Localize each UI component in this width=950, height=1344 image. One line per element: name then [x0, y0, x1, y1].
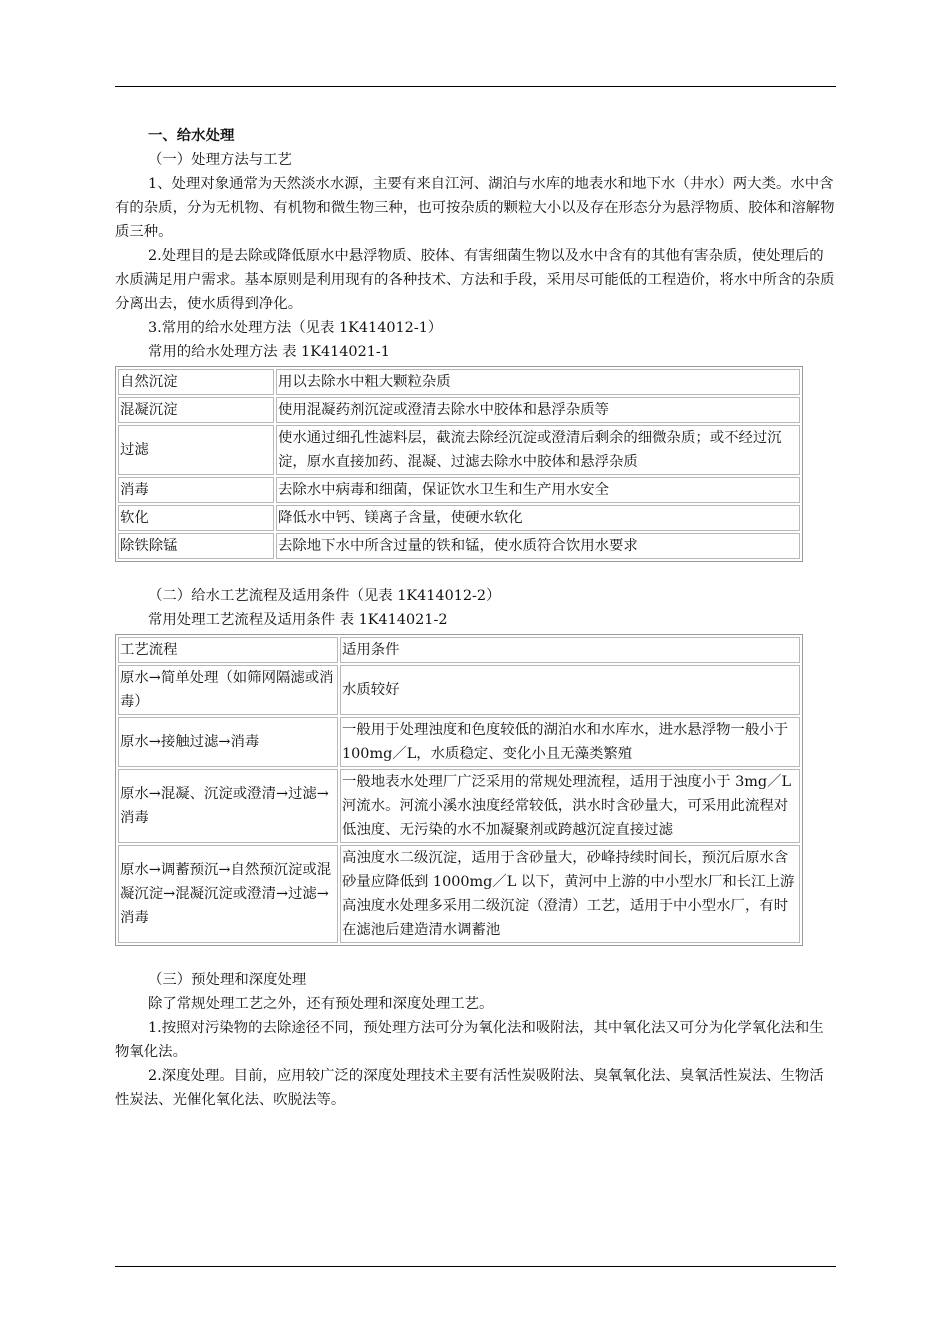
subsection-heading-3: （三）预处理和深度处理: [148, 972, 307, 988]
paragraph-3: 3.常用的给水处理方法（见表 1K414012-1）: [148, 320, 443, 336]
method-cell: 自然沉淀: [118, 369, 274, 395]
method-cell: 过滤: [118, 425, 274, 475]
description-cell: 去除地下水中所含过量的铁和锰，使水质符合饮用水要求: [276, 533, 800, 559]
paragraph-2: 2.处理目的是去除或降低原水中悬浮物质、胶体、有害细菌生物以及水中含有的其他有害杂质，使处理后的水质满足用户需求。基本原则是利用现有的各种技术、方法和手段，采用尽可能低的工程造价，将水中所含的杂质分离出去，使水质得到净化。: [115, 248, 835, 312]
table-row: [118, 369, 800, 395]
document-body: [115, 124, 836, 1112]
header-rule: [115, 86, 836, 87]
subsection-heading-2: （二）给水工艺流程及适用条件（见表 1K414012-2）: [148, 588, 501, 604]
description-cell: 使用混凝药剂沉淀或澄清去除水中胶体和悬浮杂质等: [276, 397, 800, 423]
method-cell: 混凝沉淀: [118, 397, 274, 423]
condition-cell: 一般用于处理浊度和色度较低的湖泊水和水库水，进水悬浮物一般小于 100mg／L，水质稳定、变化小且无藻类繁殖: [340, 717, 800, 767]
table-row: [118, 505, 800, 531]
table1-caption: 常用的给水处理方法 表 1K414021-1: [148, 344, 390, 360]
flow-cell: 原水→简单处理（如筛网隔滤或消毒）: [118, 665, 338, 715]
table-row: [118, 477, 800, 503]
method-cell: 软化: [118, 505, 274, 531]
table-row: [118, 845, 800, 943]
table2-caption: 常用处理工艺流程及适用条件 表 1K414021-2: [148, 612, 448, 628]
paragraph-6: 2.深度处理。目前，应用较广泛的深度处理技术主要有活性炭吸附法、臭氧氧化法、臭氧活性炭法、生物活性炭法、光催化氧化法、吹脱法等。: [115, 1068, 824, 1108]
condition-cell: 一般地表水处理厂广泛采用的常规处理流程，适用于浊度小于 3mg／L 河流水。河流小溪水浊度经常较低，洪水时含砂量大，可采用此流程对低浊度、无污染的水不加凝聚剂或跨越沉淀直接过滤: [340, 769, 800, 843]
description-cell: 降低水中钙、镁离子含量，使硬水软化: [276, 505, 800, 531]
process-flow-table: [115, 634, 803, 946]
table-row: [118, 533, 800, 559]
paragraph-5: 1.按照对污染物的去除途径不同，预处理方法可分为氧化法和吸附法，其中氧化法又可分为化学氧化法和生物氧化法。: [115, 1020, 824, 1060]
condition-cell: 高浊度水二级沉淀，适用于含砂量大，砂峰持续时间长，预沉后原水含砂量应降低到 1000mg／L 以下，黄河中上游的中小型水厂和长江上游高浊度水处理多采用二级沉淀（澄清）工艺，适用于中小型水厂，有时在滤池后建造清水调蓄池: [340, 845, 800, 943]
table-row: [118, 425, 800, 475]
subsection-heading-1: （一）处理方法与工艺: [148, 152, 292, 168]
table-row: [118, 665, 800, 715]
method-cell: 消毒: [118, 477, 274, 503]
flow-cell: 原水→混凝、沉淀或澄清→过滤→消毒: [118, 769, 338, 843]
spacer: [115, 946, 836, 968]
paragraph-1: 1、处理对象通常为天然淡水水源，主要有来自江河、湖泊与水库的地表水和地下水（井水）两大类。水中含有的杂质，分为无机物、有机物和微生物三种，也可按杂质的颗粒大小以及存在形态分为悬浮物质、胶体和溶解物质三种。: [115, 176, 835, 240]
description-cell: 去除水中病毒和细菌，保证饮水卫生和生产用水安全: [276, 477, 800, 503]
description-cell: 用以去除水中粗大颗粒杂质: [276, 369, 800, 395]
section-heading: 一、给水处理: [148, 127, 235, 144]
table-row: [118, 717, 800, 767]
footer-rule: [115, 1266, 836, 1267]
table-row: [118, 769, 800, 843]
flow-cell: 原水→接触过滤→消毒: [118, 717, 338, 767]
table-header-row: [118, 637, 800, 663]
method-cell: 除铁除锰: [118, 533, 274, 559]
header-cell-condition: 适用条件: [340, 637, 800, 663]
spacer: [115, 562, 836, 584]
paragraph-4: 除了常规处理工艺之外，还有预处理和深度处理工艺。: [148, 996, 494, 1012]
condition-cell: 水质较好: [340, 665, 800, 715]
treatment-methods-table: [115, 366, 803, 562]
table-row: [118, 397, 800, 423]
header-cell-flow: 工艺流程: [118, 637, 338, 663]
flow-cell: 原水→调蓄预沉→自然预沉淀或混凝沉淀→混凝沉淀或澄清→过滤→消毒: [118, 845, 338, 943]
description-cell: 使水通过细孔性滤料层，截流去除经沉淀或澄清后剩余的细微杂质；或不经过沉淀，原水直接加药、混凝、过滤去除水中胶体和悬浮杂质: [276, 425, 800, 475]
